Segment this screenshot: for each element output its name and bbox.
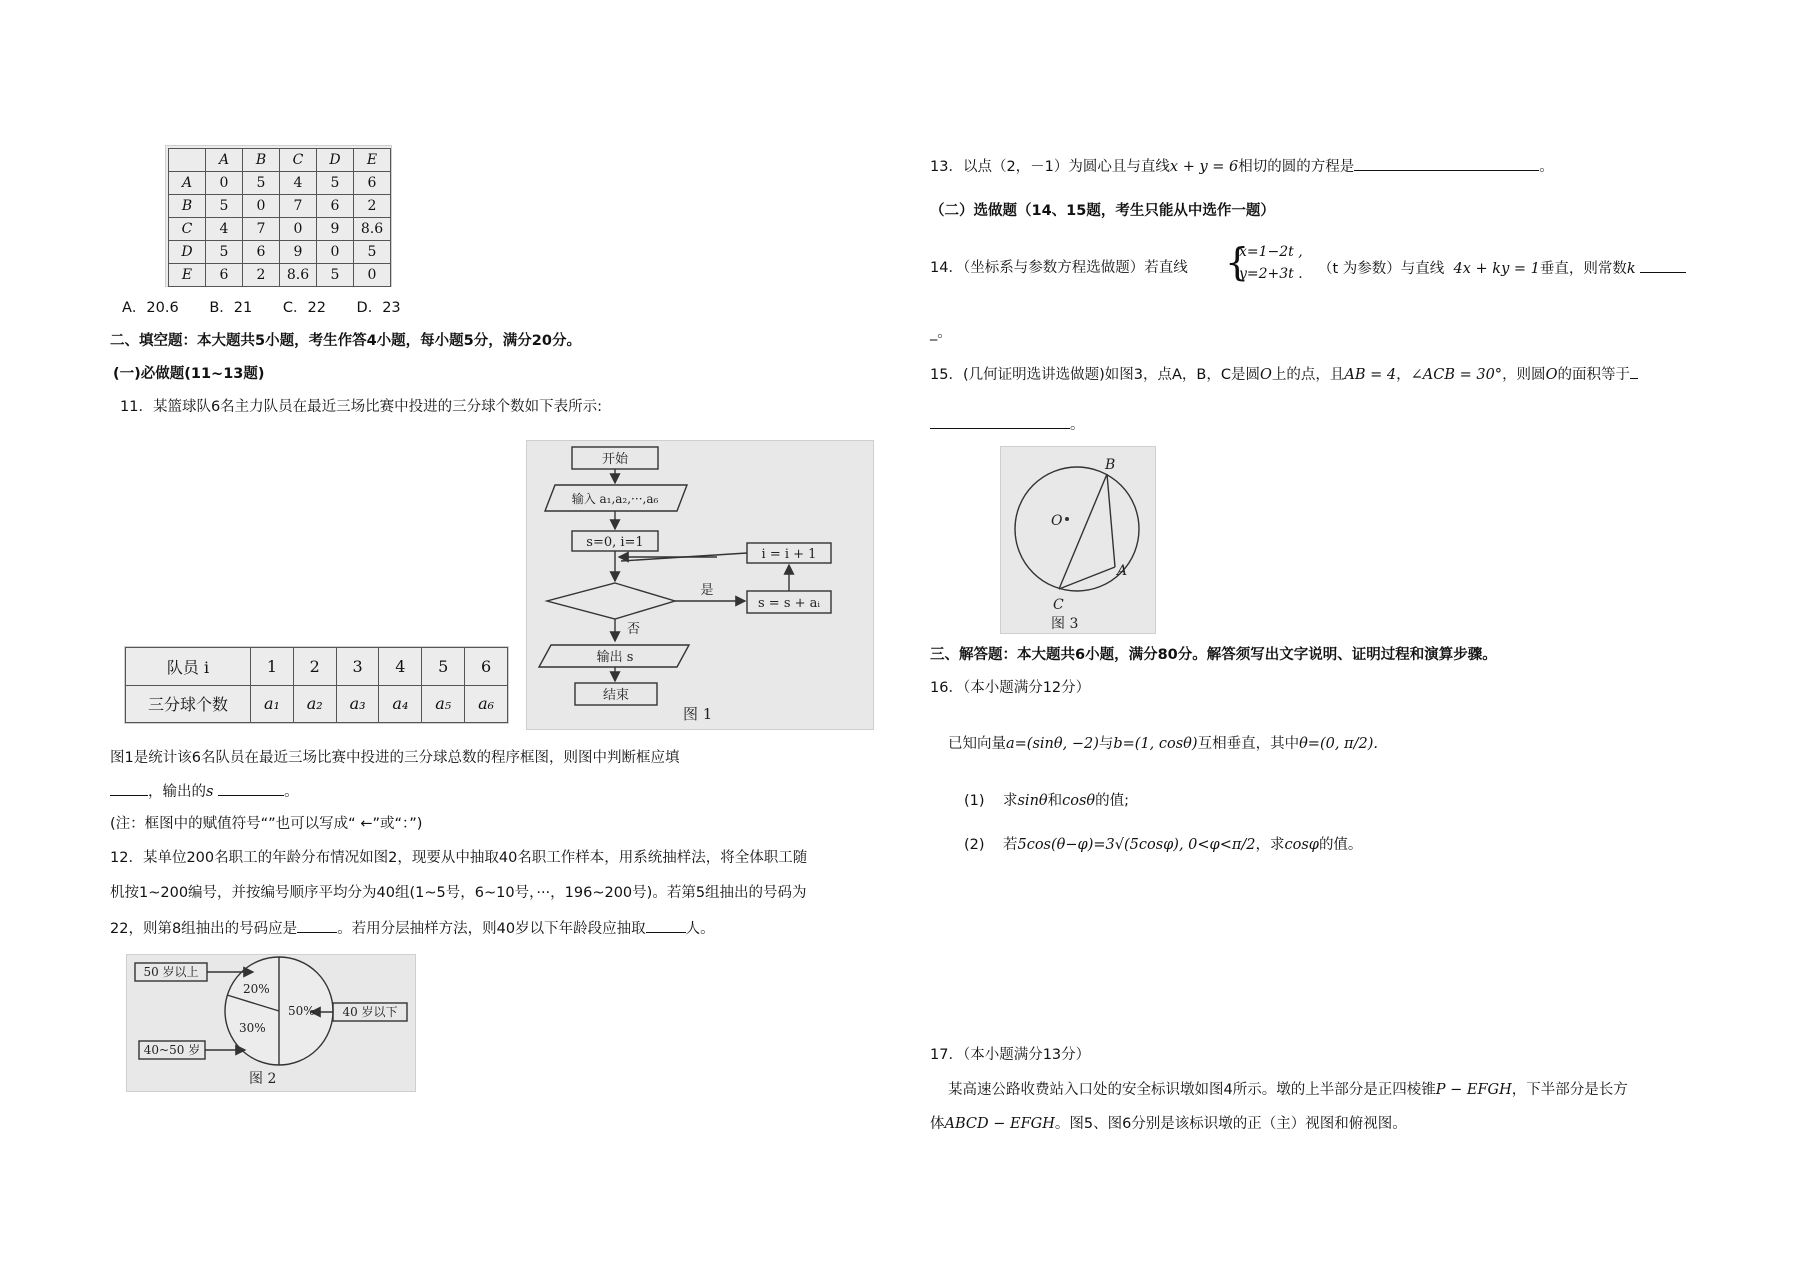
q17-line2-m: ABCD − EFGH	[944, 1116, 1055, 1132]
table-cell: 6	[206, 264, 243, 287]
table-cell: 0	[354, 264, 391, 287]
q14	[930, 258, 1188, 278]
table-cell: a₆	[465, 685, 508, 723]
pie-caption: 图 2	[249, 1071, 277, 1087]
q15-a: 15．(几何证明选讲选做题)如图3，点A，B，C是圆	[930, 367, 1260, 383]
point-a: A	[1117, 563, 1128, 579]
q16-p1-num: (1)	[964, 793, 985, 809]
q15-o2: O	[1545, 367, 1558, 383]
q16-p1-m1: sinθ	[1017, 793, 1048, 809]
table-cell: 5	[354, 241, 391, 264]
circle-figure	[1000, 446, 1156, 634]
q16-p2-num: (2)	[964, 837, 985, 853]
table-cell: 2	[354, 195, 391, 218]
team-table	[125, 647, 508, 723]
table-cell: 0	[206, 172, 243, 195]
q16-p2-b: ，求	[1255, 837, 1285, 853]
q16-p2-m2: cosφ	[1284, 837, 1319, 853]
brace-icon: {	[1225, 240, 1250, 284]
table-cell: 3	[336, 648, 379, 686]
q16-p1-c: 的值;	[1095, 793, 1130, 809]
q16-part1	[964, 791, 1129, 811]
q15	[930, 364, 1638, 385]
q16-vec-a: a=(sinθ, −2)	[1006, 736, 1099, 752]
table-row	[169, 218, 391, 241]
answer-blank	[1640, 258, 1686, 273]
table-cell: a₅	[422, 685, 465, 723]
team-table-figure	[124, 646, 509, 724]
table-cell: 6	[317, 195, 354, 218]
q12-line3-b: 。若用分层抽样方法，则40岁以下年龄段应抽取	[337, 921, 646, 937]
distance-table	[168, 148, 391, 287]
point-b: B	[1105, 457, 1116, 473]
table-cell: 8.6	[354, 218, 391, 241]
q14-c: 垂直，则常数	[1539, 261, 1627, 277]
answer-blank	[110, 781, 148, 796]
q12-line3-c: 人。	[685, 921, 715, 937]
decision-box	[547, 583, 675, 619]
table-cell: 5	[243, 172, 280, 195]
q16-p1-m2: cosθ	[1062, 793, 1096, 809]
table-cell: 4	[379, 648, 422, 686]
q16-given-c: 互相垂直，其中	[1197, 736, 1300, 752]
option-b: B．21	[209, 300, 253, 316]
answer-blank	[1354, 156, 1539, 171]
flow-init: s=0, i=1	[586, 535, 644, 550]
table-cell: a₄	[379, 685, 422, 723]
pie-label: 40~50 岁	[143, 1043, 201, 1057]
table-cell: B	[169, 195, 206, 218]
pie-svg	[127, 955, 415, 1091]
table-row	[169, 195, 391, 218]
table-row	[126, 685, 508, 723]
q17-line1	[948, 1080, 1628, 1100]
q17-line1-a: 某高速公路收费站入口处的安全标识墩如图4所示。墩的上半部分是正四棱锥	[948, 1082, 1436, 1098]
q15-b: 上的点，且	[1271, 367, 1345, 383]
pie-pct: 20%	[243, 982, 270, 996]
q16-given	[948, 734, 1378, 754]
q17-line2-a: 体	[930, 1116, 945, 1132]
table-cell: 8.6	[280, 264, 317, 287]
q11-var-s: s	[206, 784, 214, 800]
circle-svg	[1001, 447, 1155, 633]
table-cell: 2	[243, 264, 280, 287]
pie-pct: 30%	[239, 1021, 266, 1035]
q11-line2-end: 。	[284, 784, 299, 800]
q16-p1-a: 求	[1002, 793, 1018, 809]
flow-no: 否	[627, 622, 641, 637]
chord-cb	[1059, 474, 1107, 589]
q17-line1-b: ，下半部分是长方	[1511, 1082, 1628, 1098]
table-cell: 5	[317, 172, 354, 195]
q10-options	[122, 298, 427, 318]
circle-caption: 图 3	[1051, 616, 1079, 632]
table-cell: 4	[206, 218, 243, 241]
table-header-cell: A	[206, 149, 243, 172]
q15-ab: AB = 4	[1344, 367, 1397, 383]
flowchart-figure	[526, 440, 874, 730]
option-d: D．23	[356, 300, 401, 316]
flow-input: 输入 a₁,a₂,···,a₆	[571, 492, 659, 506]
flow-start: 开始	[601, 452, 629, 467]
team-row-label: 队员 i	[126, 648, 251, 686]
q13-math: x + y = 6	[1169, 159, 1239, 175]
table-cell: 6	[243, 241, 280, 264]
table-header-cell: D	[317, 149, 354, 172]
q12-line2: 机按1~200编号，并按编号顺序平均分为40组(1~5号，6~10号，···，196~200号)。若第5组抽出的号码为	[110, 885, 807, 901]
q11-line2-text: ，输出的	[148, 784, 206, 800]
q11-line2	[110, 781, 299, 802]
table-cell: 2	[293, 648, 336, 686]
q16-p1-b: 和	[1047, 793, 1063, 809]
flow-output: 输出 s	[596, 650, 634, 665]
table-cell: 6	[354, 172, 391, 195]
flow-inc: i = i + 1	[761, 547, 817, 562]
pie-figure	[126, 954, 416, 1092]
q13-b: 相切的圆的方程是	[1238, 159, 1355, 175]
q14-sys2: y=2+3t .	[1239, 266, 1303, 282]
answer-blank	[930, 414, 1070, 429]
table-cell: 4	[280, 172, 317, 195]
table-row	[126, 648, 508, 686]
table-cell: D	[169, 241, 206, 264]
q12-line1: 12．某单位200名职工的年龄分布情况如图2，现要从中抽取40名职工作样本，用系统抽样法，将全体职工随	[110, 850, 808, 866]
q15-end: 。	[1070, 417, 1085, 433]
q17-line2-b: 。图5、图6分别是该标识墩的正（主）视图和俯视图。	[1054, 1116, 1407, 1132]
answer-blank	[218, 781, 284, 796]
table-row	[169, 241, 391, 264]
flow-end: 结束	[602, 688, 630, 703]
flowchart-svg	[527, 441, 873, 729]
q17-head: 17．（本小题满分13分）	[930, 1047, 1091, 1063]
table-cell: 5	[206, 195, 243, 218]
table-cell: 6	[465, 648, 508, 686]
pie-pct: 50%	[288, 1004, 315, 1018]
section2-title: 二、填空题：本大题共5小题，考生作答4小题，每小题5分，满分20分。	[110, 333, 581, 349]
q15-d: ，则圆	[1502, 367, 1546, 383]
q11-stem: 11．某篮球队6名主力队员在最近三场比赛中投进的三分球个数如下表所示:	[120, 399, 603, 415]
table-cell: a₃	[336, 685, 379, 723]
q15-e: 的面积等于	[1557, 367, 1630, 383]
q16-given-a: 已知向量	[948, 736, 1006, 752]
q15-line2	[930, 414, 1085, 435]
q14-sys1: x=1−2t ,	[1239, 244, 1303, 260]
q16-p2-m: 5cos(θ−φ)=3√(5cosφ), 0<φ<π/2	[1017, 837, 1256, 853]
table-cell: 5	[422, 648, 465, 686]
table-cell: 0	[243, 195, 280, 218]
table-cell: a₁	[251, 685, 294, 723]
table-cell: 9	[280, 241, 317, 264]
q13-c: 。	[1539, 159, 1554, 175]
point-c: C	[1053, 597, 1064, 613]
answer-blank	[1630, 364, 1638, 379]
table-header-cell	[169, 149, 206, 172]
distance-table-figure	[165, 145, 392, 287]
table-cell: 7	[243, 218, 280, 241]
table-row	[169, 264, 391, 287]
table-cell: 0	[280, 218, 317, 241]
table-row	[169, 172, 391, 195]
table-cell: a₂	[293, 685, 336, 723]
option-a: A．20.6	[122, 300, 179, 316]
q14-line: 4x + ky = 1	[1453, 261, 1540, 277]
pie-label: 50 岁以上	[143, 965, 199, 979]
point-o: O	[1051, 513, 1063, 529]
table-cell: 5	[206, 241, 243, 264]
q16-given-b: 与	[1098, 736, 1114, 752]
table-header-cell: B	[243, 149, 280, 172]
pie-label: 40 岁以下	[342, 1005, 398, 1019]
table-cell: C	[169, 218, 206, 241]
q16-theta: θ=(0, π/2).	[1299, 736, 1378, 752]
table-header-cell: C	[280, 149, 317, 172]
table-cell: 0	[317, 241, 354, 264]
answer-blank	[646, 918, 686, 933]
q16-p2-a: 若	[1002, 837, 1018, 853]
q14-tail: _。	[930, 325, 952, 341]
q15-o1: O	[1259, 367, 1272, 383]
q16-p2-c: 的值。	[1318, 837, 1363, 853]
q16-head: 16．（本小题满分12分）	[930, 680, 1091, 696]
table-cell: 7	[280, 195, 317, 218]
q14-a: 14．（坐标系与参数方程选做题）若直线	[930, 260, 1188, 276]
section3-title: 三、解答题：本大题共6小题，满分80分。解答须写出文字说明、证明过程和演算步骤。	[930, 647, 1497, 663]
q12-line3	[110, 918, 715, 939]
option-c: C．22	[282, 300, 326, 316]
q17-line2	[930, 1114, 1407, 1134]
table-cell: 9	[317, 218, 354, 241]
section2-sub2: （二）选做题（14、15题，考生只能从中选作一题）	[930, 203, 1275, 219]
table-header-cell: E	[354, 149, 391, 172]
q16-part2	[964, 835, 1362, 855]
q14-system	[1225, 240, 1315, 288]
q15-acb: ∠ACB = 30°	[1410, 367, 1503, 383]
table-cell: E	[169, 264, 206, 287]
table-cell: A	[169, 172, 206, 195]
center-point	[1065, 517, 1069, 521]
table-cell: 5	[317, 264, 354, 287]
answer-blank	[297, 918, 337, 933]
chord-ba	[1107, 474, 1115, 567]
q16-vec-b: b=(1, cosθ)	[1113, 736, 1198, 752]
q17-line1-m: P − EFGH	[1435, 1082, 1512, 1098]
q14-b: （t 为参数）与直线	[1318, 261, 1445, 277]
q12-line3-a: 22，则第8组抽出的号码应是	[110, 921, 298, 937]
flow-acc: s = s + aᵢ	[757, 596, 821, 611]
q11-line1: 图1是统计该6名队员在最近三场比赛中投进的三分球总数的程序框图，则图中判断框应填	[110, 750, 680, 766]
team-row-label: 三分球个数	[126, 685, 251, 723]
q14-rest	[1318, 258, 1686, 279]
q13-a: 13．以点（2，－1）为圆心且与直线	[930, 159, 1170, 175]
flow-caption: 图 1	[683, 705, 713, 723]
q13	[930, 156, 1554, 177]
table-cell: 1	[251, 648, 294, 686]
section2-sub1: (一)必做题(11~13题)	[113, 366, 265, 382]
flow-yes: 是	[700, 583, 714, 598]
q14-k: k	[1626, 261, 1636, 277]
q11-note: (注：框图中的赋值符号“”也可以写成“ ←”或“：”)	[110, 816, 423, 832]
q15-c: ，	[1396, 367, 1411, 383]
